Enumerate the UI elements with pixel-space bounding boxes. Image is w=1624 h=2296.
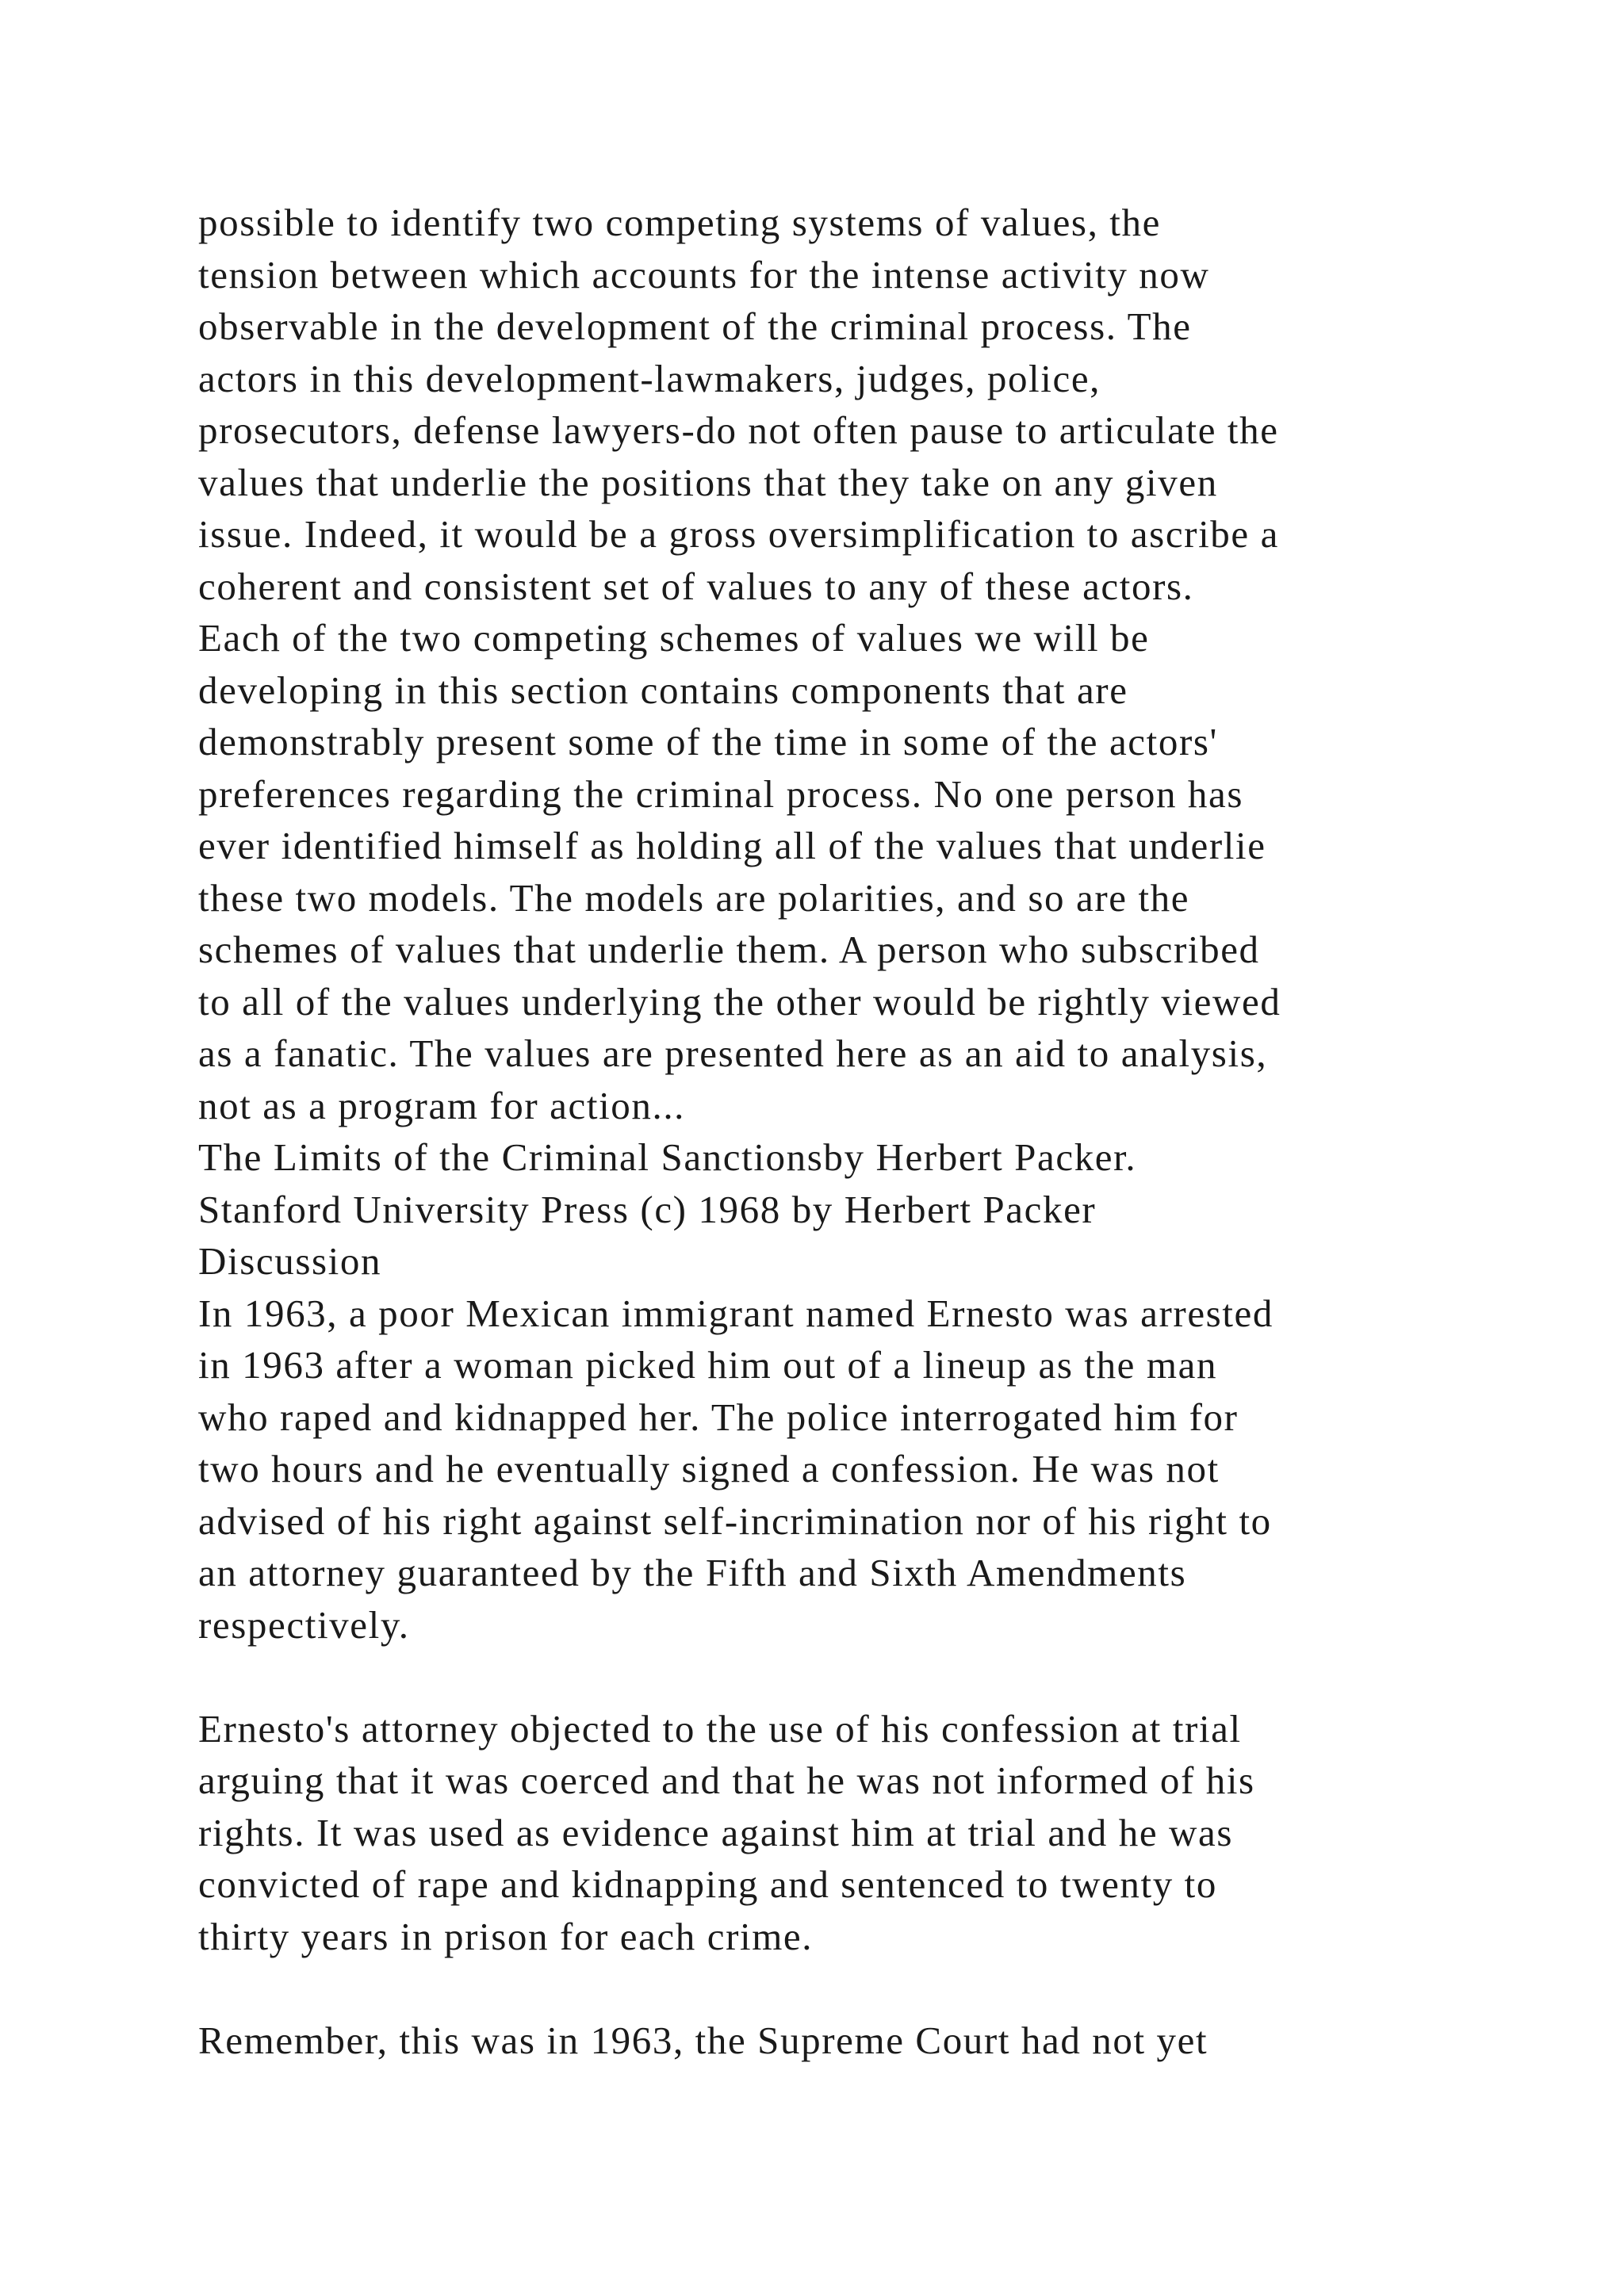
paragraph-gap [198, 1962, 1530, 2015]
text-line: not as a program for action... [198, 1083, 686, 1127]
text-line: who raped and kidnapped her. The police interrogated him for [198, 1395, 1239, 1439]
text-line: possible to identify two competing systems of values, the [198, 201, 1161, 244]
text-line: prosecutors, defense lawyers-do not often pause to articulate the [198, 408, 1279, 452]
text-line: in 1963 after a woman picked him out of a lineup as the man [198, 1343, 1218, 1387]
text-line: respectively. [198, 1602, 410, 1647]
text-line: preferences regarding the criminal process. No one person has [198, 771, 1244, 816]
text-line: these two models. The models are polarities, and so are the [198, 875, 1190, 920]
text-line: advised of his right against self-incrimination nor of his right to [198, 1498, 1272, 1543]
text-line: Each of the two competing schemes of values we will be [198, 616, 1150, 660]
document-body [198, 197, 1530, 2066]
text-line: to all of the values underlying the other would be rightly viewed [198, 979, 1281, 1024]
text-line: developing in this section contains components that are [198, 668, 1128, 712]
text-line: Ernesto's attorney objected to the use of his confession at trial [198, 1706, 1242, 1751]
text-line: demonstrably present some of the time in some of the actors' [198, 720, 1218, 763]
text-line: rights. It was used as evidence against him at trial and he was [198, 1810, 1234, 1854]
text-line: tension between which accounts for the intense activity now [198, 252, 1210, 297]
text-line: Remember, this was in 1963, the Supreme Court had not yet [198, 2018, 1208, 2062]
text-line: ever identified himself as holding all of the values that underlie [198, 824, 1266, 867]
text-line: In 1963, a poor Mexican immigrant named Ernesto was arrested [198, 1291, 1274, 1335]
text-line: schemes of values that underlie them. A person who subscribed [198, 928, 1260, 971]
section-heading: Discussion [198, 1239, 382, 1283]
text-line: as a fanatic. The values are presented here as an aid to analysis, [198, 1031, 1268, 1075]
text-line: an attorney guaranteed by the Fifth and Sixth Amendments [198, 1551, 1187, 1594]
text-line: values that underlie the positions that they take on any given [198, 460, 1218, 504]
citation-line: Stanford University Press (c) 1968 by Herbert Packer [198, 1187, 1097, 1231]
text-line: coherent and consistent set of values to any of these actors. [198, 564, 1194, 608]
citation-line: The Limits of the Criminal Sanctionsby Herbert Packer. [198, 1135, 1137, 1179]
text-line: observable in the development of the criminal process. The [198, 304, 1192, 348]
text-line: issue. Indeed, it would be a gross oversimplification to ascribe a [198, 512, 1279, 556]
text-line: two hours and he eventually signed a confession. He was not [198, 1447, 1220, 1490]
text-line: actors in this development-lawmakers, judges, police, [198, 356, 1101, 400]
text-line: convicted of rape and kidnapping and sentenced to twenty to [198, 1862, 1217, 1906]
text-line: arguing that it was coerced and that he was not informed of his [198, 1758, 1255, 1802]
paragraph-gap [198, 1651, 1530, 1703]
text-line: thirty years in prison for each crime. [198, 1914, 814, 1958]
